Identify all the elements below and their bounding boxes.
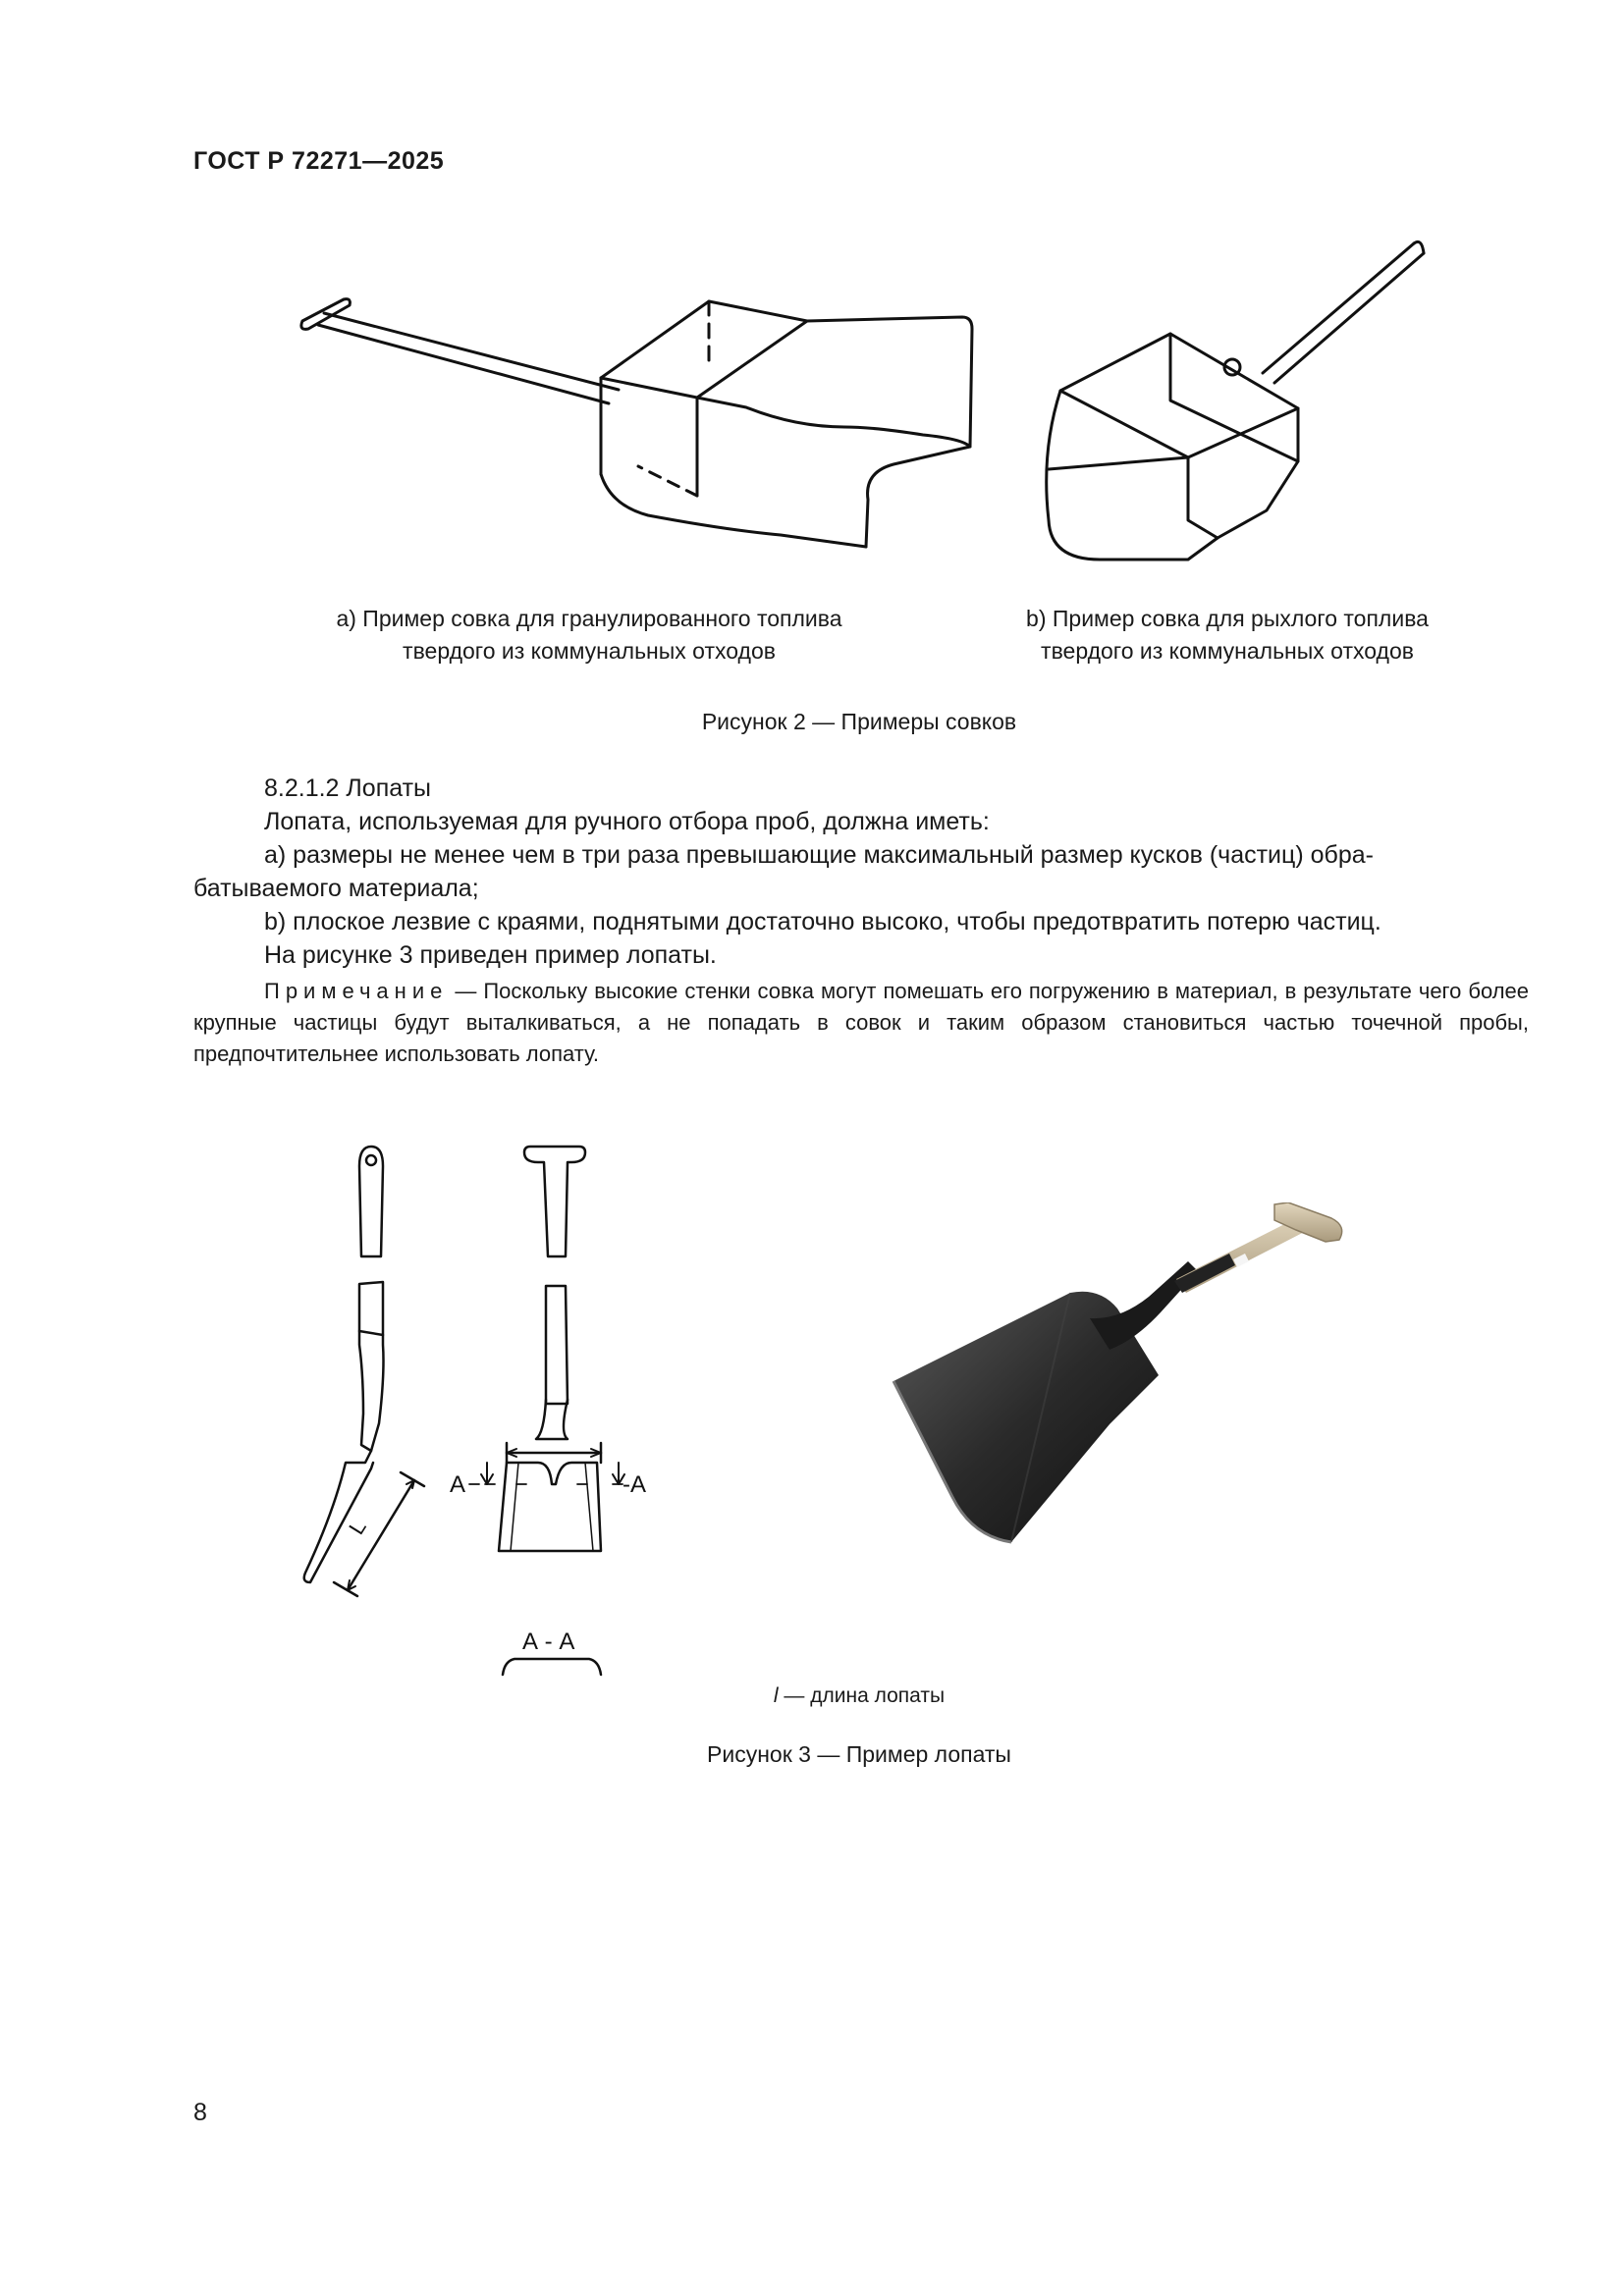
figure2-caption-a xyxy=(245,603,933,667)
list-item-b: b) плоское лезвие с краями, поднятыми достаточно высоко, чтобы предотвратить потерю частиц. xyxy=(264,908,1381,935)
label-section-aa: А - А xyxy=(522,1629,575,1655)
list-item-a-continuation: батываемого материала; xyxy=(193,875,479,902)
caption-b-line2: твердого из коммунальных отходов xyxy=(1041,638,1414,664)
list-item-a: а) размеры не менее чем в три раза превышающие максимальный размер кусков (частиц) обра- xyxy=(264,841,1374,869)
document-header: ГОСТ Р 72271—2025 xyxy=(193,147,445,175)
label-L: L xyxy=(344,1515,371,1539)
figure2-title: Рисунок 2 — Примеры совков xyxy=(701,709,1017,734)
figure3-title: Рисунок 3 — Пример лопаты xyxy=(707,1741,1011,1767)
caption-a-line2: твердого из коммунальных отходов xyxy=(403,638,776,664)
caption-b-line1: b) Пример совка для рыхлого топлива xyxy=(1026,606,1429,631)
section-intro: Лопата, используемая для ручного отбора проб, должна иметь: xyxy=(264,808,990,835)
scoop-granulated-drawing xyxy=(285,260,992,574)
figure-reference: На рисунке 3 приведен пример лопаты. xyxy=(264,941,717,969)
shovel-photo xyxy=(864,1202,1414,1595)
section-8-2-1-2 xyxy=(193,772,1529,972)
figure2-caption-b xyxy=(972,603,1483,667)
note-keyword: Примечание xyxy=(264,979,449,1003)
page-number: 8 xyxy=(193,2099,207,2126)
label-section-a-right: -А xyxy=(623,1471,646,1498)
shovel-technical-drawing xyxy=(295,1139,687,1688)
note-text: — Поскольку высокие стенки совка могут помешать его погружению в материал, в результате чего более крупные частицы будут выталкиваться, а не попадать в совок и таким образом становиться частью точечной пробы, предпочтительнее использовать лопату. xyxy=(193,979,1529,1066)
scoop-loose-drawing xyxy=(1021,226,1434,579)
legend-symbol: l xyxy=(773,1684,779,1707)
legend-text: — длина лопаты xyxy=(778,1684,946,1707)
figure3-legend xyxy=(245,1684,1473,1708)
section-heading: 8.2.1.2 Лопаты xyxy=(264,774,432,802)
label-section-a-left: А xyxy=(450,1471,466,1498)
caption-a-line1: а) Пример совка для гранулированного топлива xyxy=(336,606,842,631)
note-paragraph xyxy=(193,976,1529,1070)
